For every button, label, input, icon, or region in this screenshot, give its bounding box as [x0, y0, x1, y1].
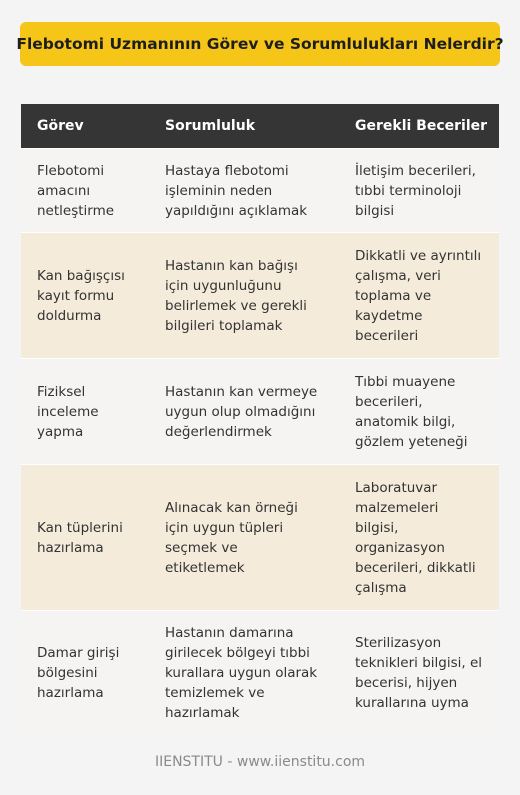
cell-gorev: Kan bağışçısı kayıt formu doldurma — [37, 267, 125, 324]
cell-beceriler: Dikkatli ve ayrıntılı çalışma, veri toplama ve kaydetme becerileri — [355, 247, 482, 344]
cell-beceriler: Sterilizasyon teknikleri bilgisi, el becerisi, hijyen kurallarına uyma — [355, 635, 483, 711]
header-sorumluluk: Sorumluluk — [165, 118, 256, 134]
footer-credit: IIENSTITU - www.iienstitu.com — [154, 754, 366, 770]
table-row — [21, 610, 499, 735]
table-header — [21, 104, 499, 148]
title-banner — [16, 22, 504, 66]
table-row — [21, 358, 499, 464]
cell-beceriler: İletişim becerileri, tıbbi terminoloji bilgisi — [355, 162, 476, 219]
cell-sorumluluk: Hastanın damarına girilecek bölgeyi tıbbi kurallara uygun olarak temizlemek ve hazırlamak — [165, 625, 318, 721]
responsibilities-table — [21, 104, 499, 735]
cell-sorumluluk: Hastaya flebotomi işleminin neden yapıldığını açıklamak — [165, 162, 308, 219]
cell-beceriler: Tıbbi muayene becerileri, anatomik bilgi, gözlem yeteneği — [355, 373, 468, 450]
header-gerekli-beceriler: Gerekli Beceriler — [355, 118, 488, 134]
table-row — [21, 232, 499, 358]
cell-sorumluluk: Hastanın kan vermeye uygun olup olmadığını değerlendirmek — [165, 383, 318, 440]
table-row — [21, 148, 499, 232]
page-title: Flebotomi Uzmanının Görev ve Sorumlulukları Nelerdir? — [16, 35, 504, 53]
cell-gorev: Kan tüplerini hazırlama — [37, 519, 123, 556]
cell-sorumluluk: Alınacak kan örneği için uygun tüpleri seçmek ve etiketlemek — [165, 499, 298, 576]
table-row — [21, 464, 499, 610]
cell-beceriler: Laboratuvar malzemeleri bilgisi, organizasyon becerileri, dikkatli çalışma — [355, 479, 476, 596]
cell-gorev: Flebotomi amacını netleştirme — [37, 162, 115, 219]
header-gorev: Görev — [37, 118, 84, 134]
cell-gorev: Damar girişi bölgesini hazırlama — [37, 645, 120, 701]
cell-gorev: Fiziksel inceleme yapma — [37, 383, 99, 440]
cell-sorumluluk: Hastanın kan bağışı için uygunluğunu belirlemek ve gerekli bilgileri toplamak — [165, 257, 307, 334]
